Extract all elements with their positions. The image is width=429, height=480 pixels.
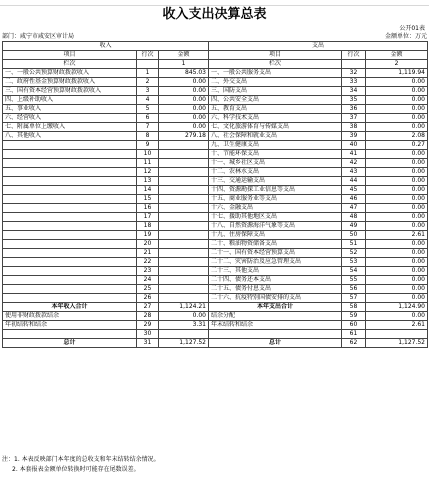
income-item bbox=[3, 267, 137, 276]
income-row-no: 5 bbox=[137, 105, 159, 114]
income-amount bbox=[159, 141, 209, 150]
expense-amount-header: 金额 bbox=[366, 51, 428, 60]
income-item: 总计 bbox=[3, 339, 137, 348]
income-row-header: 行次 bbox=[137, 51, 159, 60]
income-amount bbox=[159, 204, 209, 213]
expense-amount: 0.00 bbox=[366, 276, 428, 285]
expense-row-no: 38 bbox=[342, 123, 366, 132]
income-amount-header: 金额 bbox=[159, 51, 209, 60]
form-number: 公开01表 bbox=[399, 25, 425, 32]
expense-row-no: 60 bbox=[342, 321, 366, 330]
expense-row-no: 46 bbox=[342, 195, 366, 204]
data-row bbox=[3, 78, 428, 87]
income-amount bbox=[159, 258, 209, 267]
income-item: 一、一般公共预算财政拨款收入 bbox=[3, 69, 137, 78]
income-item bbox=[3, 195, 137, 204]
income-header: 收入 bbox=[3, 42, 209, 51]
income-row-no: 4 bbox=[137, 96, 159, 105]
expense-item: 七、文化旅游体育与传媒支出 bbox=[209, 123, 342, 132]
income-row-no: 29 bbox=[137, 321, 159, 330]
income-row-no: 9 bbox=[137, 141, 159, 150]
total-row bbox=[3, 321, 428, 330]
income-item-header: 项目 bbox=[3, 51, 137, 60]
expense-header: 支出 bbox=[209, 42, 428, 51]
expense-amount: 0.00 bbox=[366, 168, 428, 177]
expense-item bbox=[209, 330, 342, 339]
data-row bbox=[3, 267, 428, 276]
expense-amount: 0.27 bbox=[366, 141, 428, 150]
department-label: 部门：咸宁市咸安区审计局 bbox=[2, 33, 75, 40]
income-item bbox=[3, 168, 137, 177]
expense-amount: 0.00 bbox=[366, 312, 428, 321]
expense-row-no: 55 bbox=[342, 276, 366, 285]
income-amount bbox=[159, 330, 209, 339]
expense-item: 十三、交通运输支出 bbox=[209, 177, 342, 186]
income-row-no: 23 bbox=[137, 267, 159, 276]
income-item bbox=[3, 258, 137, 267]
expense-row-no: 40 bbox=[342, 141, 366, 150]
expense-item: 十七、援助其他地区支出 bbox=[209, 213, 342, 222]
expense-row-no: 51 bbox=[342, 240, 366, 249]
income-amount: 0.00 bbox=[159, 312, 209, 321]
data-row bbox=[3, 96, 428, 105]
data-row bbox=[3, 123, 428, 132]
expense-row-no: 54 bbox=[342, 267, 366, 276]
income-item bbox=[3, 294, 137, 303]
expense-row-no: 43 bbox=[342, 168, 366, 177]
data-row bbox=[3, 258, 428, 267]
income-amount: 3.31 bbox=[159, 321, 209, 330]
expense-row-no: 56 bbox=[342, 285, 366, 294]
data-row bbox=[3, 114, 428, 123]
expense-col-label: 栏次 bbox=[209, 60, 342, 69]
expense-amount: 2.61 bbox=[366, 321, 428, 330]
income-row-no: 25 bbox=[137, 285, 159, 294]
income-item: 八、其他收入 bbox=[3, 132, 137, 141]
expense-row-no: 59 bbox=[342, 312, 366, 321]
expense-amount: 2.08 bbox=[366, 132, 428, 141]
expense-row-no: 58 bbox=[342, 303, 366, 312]
income-row-no: 21 bbox=[137, 249, 159, 258]
expense-amount: 0.00 bbox=[366, 78, 428, 87]
income-row-no: 17 bbox=[137, 213, 159, 222]
expense-amount: 0.00 bbox=[366, 222, 428, 231]
income-row-no: 28 bbox=[137, 312, 159, 321]
expense-row-no: 50 bbox=[342, 231, 366, 240]
income-amount: 279.18 bbox=[159, 132, 209, 141]
expense-row-no: 42 bbox=[342, 159, 366, 168]
data-row bbox=[3, 132, 428, 141]
expense-item: 六、科学技术支出 bbox=[209, 114, 342, 123]
expense-item: 九、卫生健康支出 bbox=[209, 141, 342, 150]
income-item bbox=[3, 186, 137, 195]
data-row bbox=[3, 240, 428, 249]
income-amount bbox=[159, 267, 209, 276]
expense-item: 十、节能环保支出 bbox=[209, 150, 342, 159]
expense-amount: 0.00 bbox=[366, 294, 428, 303]
expense-item: 二、外交支出 bbox=[209, 78, 342, 87]
expense-amount: 0.00 bbox=[366, 204, 428, 213]
total-row bbox=[3, 303, 428, 312]
expense-item: 十六、金融支出 bbox=[209, 204, 342, 213]
column-index-row bbox=[3, 60, 428, 69]
expense-item: 一、一般公共服务支出 bbox=[209, 69, 342, 78]
income-item: 六、经营收入 bbox=[3, 114, 137, 123]
data-row bbox=[3, 105, 428, 114]
expense-amount: 0.00 bbox=[366, 177, 428, 186]
income-amount bbox=[159, 186, 209, 195]
income-row-no: 31 bbox=[137, 339, 159, 348]
income-amount: 0.00 bbox=[159, 123, 209, 132]
expense-item: 本年支出合计 bbox=[209, 303, 342, 312]
income-item: 三、国有资本经营预算财政拨款收入 bbox=[3, 87, 137, 96]
income-amount bbox=[159, 168, 209, 177]
data-row bbox=[3, 141, 428, 150]
income-amount: 845.03 bbox=[159, 69, 209, 78]
income-item: 七、附属单位上缴收入 bbox=[3, 123, 137, 132]
column-header-row bbox=[3, 51, 428, 60]
expense-amount: 0.00 bbox=[366, 285, 428, 294]
data-row bbox=[3, 186, 428, 195]
expense-row-no: 44 bbox=[342, 177, 366, 186]
income-amount bbox=[159, 222, 209, 231]
currency-unit-label: 金额单位：万元 bbox=[384, 33, 427, 40]
income-item: 五、事业收入 bbox=[3, 105, 137, 114]
expense-row-no: 36 bbox=[342, 105, 366, 114]
income-amount: 0.00 bbox=[159, 78, 209, 87]
income-amount: 1,124.21 bbox=[159, 303, 209, 312]
data-row bbox=[3, 276, 428, 285]
expense-row-no: 49 bbox=[342, 222, 366, 231]
data-row bbox=[3, 222, 428, 231]
total-row bbox=[3, 330, 428, 339]
income-item bbox=[3, 285, 137, 294]
expense-row-no: 48 bbox=[342, 213, 366, 222]
expense-amount: 2.61 bbox=[366, 231, 428, 240]
income-row-no: 27 bbox=[137, 303, 159, 312]
expense-row-no: 61 bbox=[342, 330, 366, 339]
income-item: 本年收入合计 bbox=[3, 303, 137, 312]
report-title: 收入支出决算总表 bbox=[162, 7, 267, 22]
expense-amount bbox=[366, 330, 428, 339]
income-item bbox=[3, 141, 137, 150]
expense-item: 二十六、抗疫特别国债安排的支出 bbox=[209, 294, 342, 303]
expense-item: 八、社会保障和就业支出 bbox=[209, 132, 342, 141]
expense-row-header: 行次 bbox=[342, 51, 366, 60]
expense-col-blank bbox=[342, 60, 366, 69]
expense-item: 十九、住房保障支出 bbox=[209, 231, 342, 240]
expense-amount: 1,124.90 bbox=[366, 303, 428, 312]
section-header-row bbox=[3, 42, 428, 51]
total-row bbox=[3, 339, 428, 348]
expense-row-no: 39 bbox=[342, 132, 366, 141]
income-item bbox=[3, 231, 137, 240]
data-row bbox=[3, 195, 428, 204]
income-item bbox=[3, 177, 137, 186]
data-row bbox=[3, 168, 428, 177]
income-row-no: 1 bbox=[137, 69, 159, 78]
income-row-no: 15 bbox=[137, 195, 159, 204]
expense-amount: 0.00 bbox=[366, 87, 428, 96]
data-row bbox=[3, 204, 428, 213]
income-row-no: 26 bbox=[137, 294, 159, 303]
income-amount bbox=[159, 177, 209, 186]
expense-item: 五、教育支出 bbox=[209, 105, 342, 114]
data-row bbox=[3, 249, 428, 258]
data-row bbox=[3, 87, 428, 96]
expense-item: 二十二、灾害防治及应急管理支出 bbox=[209, 258, 342, 267]
income-item bbox=[3, 213, 137, 222]
income-row-no: 20 bbox=[137, 240, 159, 249]
expense-row-no: 32 bbox=[342, 69, 366, 78]
income-row-no: 14 bbox=[137, 186, 159, 195]
expense-row-no: 33 bbox=[342, 78, 366, 87]
income-row-no: 11 bbox=[137, 159, 159, 168]
expense-row-no: 52 bbox=[342, 249, 366, 258]
expense-amount: 0.00 bbox=[366, 195, 428, 204]
income-amount bbox=[159, 195, 209, 204]
expense-row-no: 34 bbox=[342, 87, 366, 96]
expense-row-no: 35 bbox=[342, 96, 366, 105]
income-item: 年初结转和结余 bbox=[3, 321, 137, 330]
expense-item: 三、国防支出 bbox=[209, 87, 342, 96]
expense-amount: 0.00 bbox=[366, 123, 428, 132]
income-item bbox=[3, 222, 137, 231]
data-row bbox=[3, 285, 428, 294]
expense-amount: 0.00 bbox=[366, 114, 428, 123]
income-amount bbox=[159, 150, 209, 159]
expense-item-header: 项目 bbox=[209, 51, 342, 60]
income-item: 使用非财政拨款结余 bbox=[3, 312, 137, 321]
expense-item: 十五、商业服务业等支出 bbox=[209, 195, 342, 204]
data-row bbox=[3, 177, 428, 186]
expense-amount: 0.00 bbox=[366, 258, 428, 267]
data-row bbox=[3, 294, 428, 303]
income-row-no: 18 bbox=[137, 222, 159, 231]
income-row-no: 7 bbox=[137, 123, 159, 132]
income-amount bbox=[159, 213, 209, 222]
footnotes bbox=[2, 455, 427, 475]
expense-item: 结余分配 bbox=[209, 312, 342, 321]
data-row bbox=[3, 69, 428, 78]
income-amount bbox=[159, 231, 209, 240]
income-amount bbox=[159, 249, 209, 258]
data-row bbox=[3, 159, 428, 168]
income-item: 四、上级补助收入 bbox=[3, 96, 137, 105]
expense-amount: 0.00 bbox=[366, 96, 428, 105]
income-item bbox=[3, 204, 137, 213]
expense-item: 十二、农林水支出 bbox=[209, 168, 342, 177]
expense-row-no: 47 bbox=[342, 204, 366, 213]
expense-item: 二十三、其他支出 bbox=[209, 267, 342, 276]
data-row bbox=[3, 213, 428, 222]
expense-amount: 0.00 bbox=[366, 159, 428, 168]
income-item bbox=[3, 159, 137, 168]
expense-item: 二十一、国有资本经营预算支出 bbox=[209, 249, 342, 258]
expense-item: 二十五、债务付息支出 bbox=[209, 285, 342, 294]
expense-amount: 0.00 bbox=[366, 186, 428, 195]
income-row-no: 3 bbox=[137, 87, 159, 96]
expense-item: 二十四、债务还本支出 bbox=[209, 276, 342, 285]
expense-amount: 0.00 bbox=[366, 240, 428, 249]
income-row-no: 6 bbox=[137, 114, 159, 123]
income-row-no: 8 bbox=[137, 132, 159, 141]
expense-amount: 1,119.94 bbox=[366, 69, 428, 78]
income-amount: 0.00 bbox=[159, 114, 209, 123]
data-row bbox=[3, 150, 428, 159]
expense-item: 总计 bbox=[209, 339, 342, 348]
expense-item: 二十、粮油物资储备支出 bbox=[209, 240, 342, 249]
income-item bbox=[3, 249, 137, 258]
income-amount: 0.00 bbox=[159, 96, 209, 105]
income-row-no: 10 bbox=[137, 150, 159, 159]
expense-row-no: 57 bbox=[342, 294, 366, 303]
income-item bbox=[3, 330, 137, 339]
expense-amount: 0.00 bbox=[366, 150, 428, 159]
expense-amount: 0.00 bbox=[366, 213, 428, 222]
expense-row-no: 53 bbox=[342, 258, 366, 267]
income-item: 二、政府性基金预算财政拨款收入 bbox=[3, 78, 137, 87]
data-row bbox=[3, 231, 428, 240]
expense-item: 年末结转和结余 bbox=[209, 321, 342, 330]
expense-row-no: 45 bbox=[342, 186, 366, 195]
expense-item: 四、公共安全支出 bbox=[209, 96, 342, 105]
expense-row-no: 41 bbox=[342, 150, 366, 159]
income-amount bbox=[159, 240, 209, 249]
income-item bbox=[3, 150, 137, 159]
income-row-no: 12 bbox=[137, 168, 159, 177]
income-col-number: 1 bbox=[159, 60, 209, 69]
expense-amount: 0.00 bbox=[366, 105, 428, 114]
income-row-no: 19 bbox=[137, 231, 159, 240]
expense-item: 十四、资源勘探工业信息等支出 bbox=[209, 186, 342, 195]
income-amount bbox=[159, 276, 209, 285]
income-row-no: 22 bbox=[137, 258, 159, 267]
report-meta bbox=[2, 32, 427, 41]
income-row-no: 16 bbox=[137, 204, 159, 213]
expense-col-number: 2 bbox=[366, 60, 428, 69]
income-col-blank bbox=[137, 60, 159, 69]
income-amount bbox=[159, 294, 209, 303]
footnote-2: 2. 本套报表金额单位转换时可能存在尾数误差。 bbox=[12, 466, 140, 473]
income-amount: 1,127.52 bbox=[159, 339, 209, 348]
expense-amount: 0.00 bbox=[366, 249, 428, 258]
summary-table bbox=[2, 41, 428, 348]
income-row-no: 13 bbox=[137, 177, 159, 186]
expense-amount: 1,127.52 bbox=[366, 339, 428, 348]
income-item bbox=[3, 276, 137, 285]
expense-item: 十八、自然资源海洋气象等支出 bbox=[209, 222, 342, 231]
income-amount: 0.00 bbox=[159, 87, 209, 96]
income-amount bbox=[159, 159, 209, 168]
expense-item: 十一、城乡社区支出 bbox=[209, 159, 342, 168]
expense-row-no: 62 bbox=[342, 339, 366, 348]
income-item bbox=[3, 240, 137, 249]
expense-row-no: 37 bbox=[342, 114, 366, 123]
income-row-no: 30 bbox=[137, 330, 159, 339]
income-row-no: 24 bbox=[137, 276, 159, 285]
income-amount bbox=[159, 285, 209, 294]
total-row bbox=[3, 312, 428, 321]
income-col-label: 栏次 bbox=[3, 60, 137, 69]
footnote-1: 注：1. 本表反映部门本年度的总收支和年末结转结余情况。 bbox=[2, 456, 160, 463]
income-amount: 0.00 bbox=[159, 105, 209, 114]
expense-amount: 0.00 bbox=[366, 267, 428, 276]
income-row-no: 2 bbox=[137, 78, 159, 87]
